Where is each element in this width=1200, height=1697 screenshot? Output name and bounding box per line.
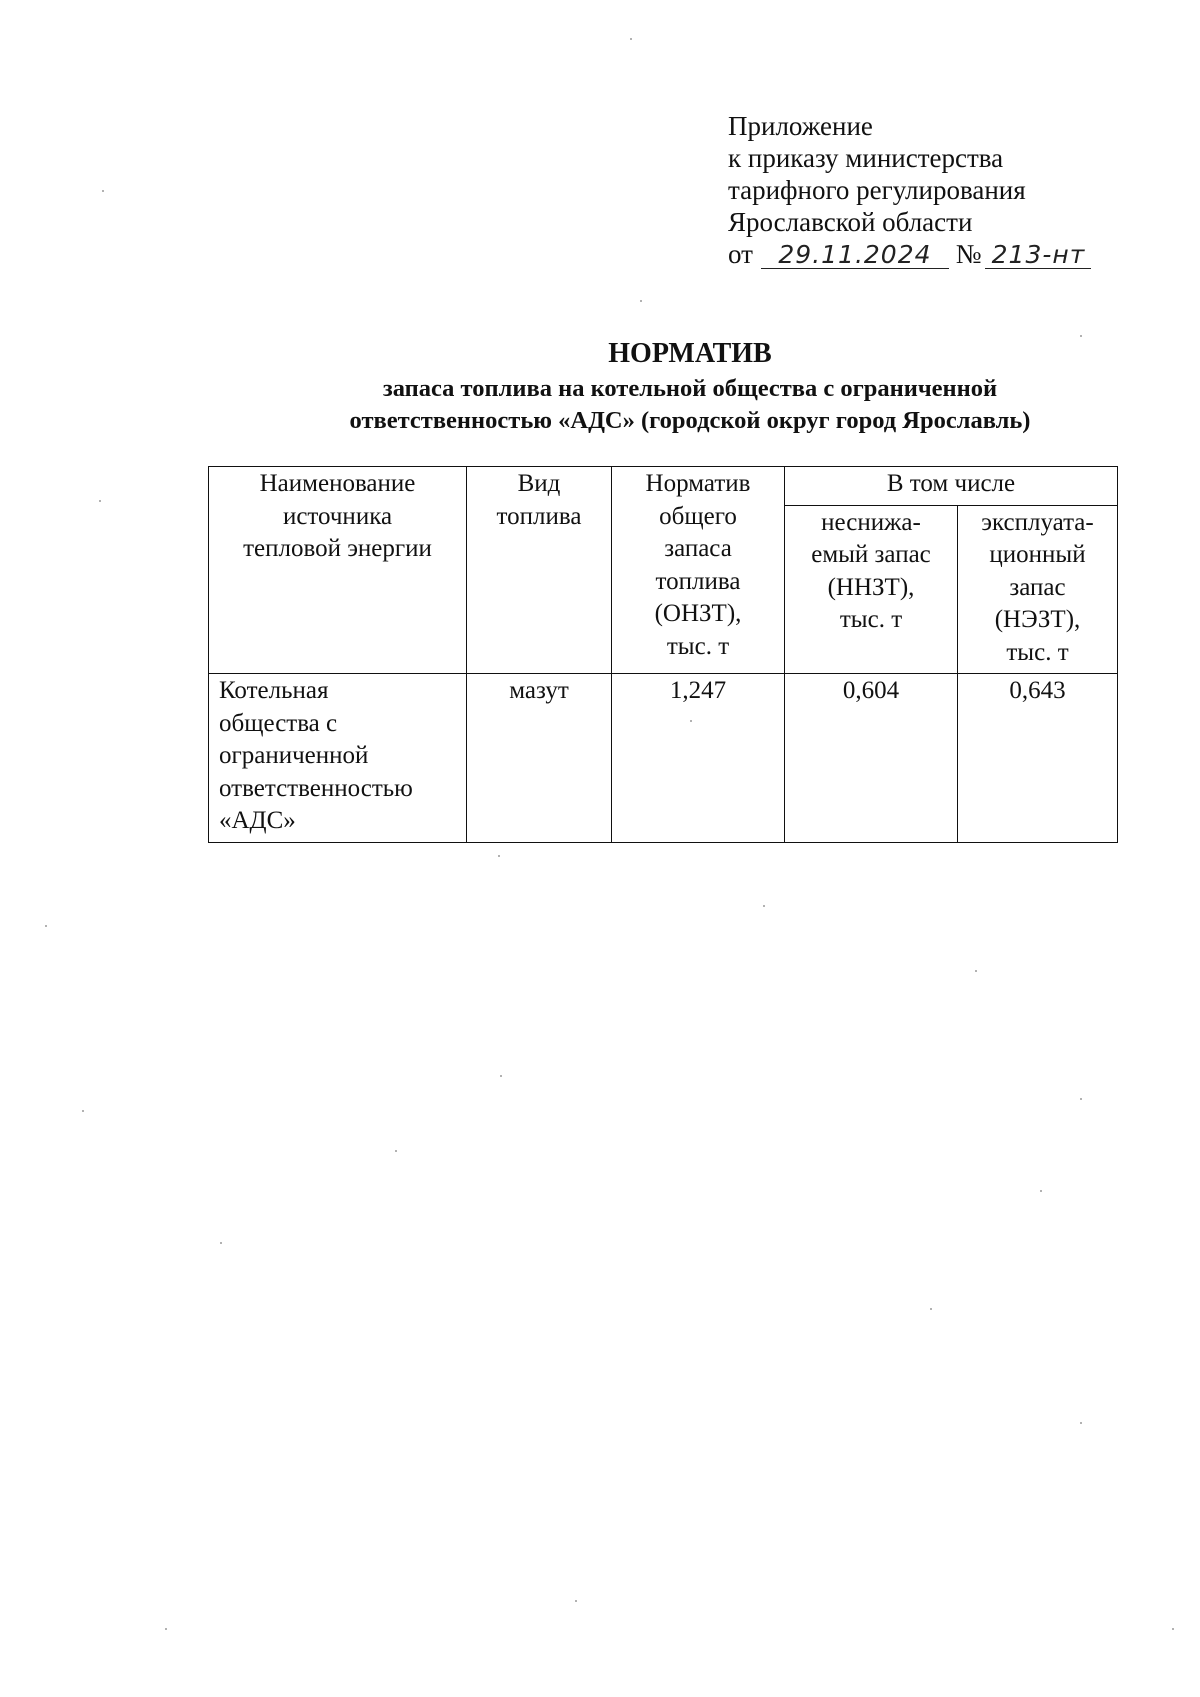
- table-row: [209, 674, 1118, 843]
- appendix-line: к приказу министерства: [728, 143, 1004, 173]
- header-nnzt: неснижа- емый запас (ННЗТ), тыс. т: [785, 505, 958, 674]
- order-number-handwritten: 213-нт: [985, 242, 1091, 269]
- appendix-line: Приложение: [728, 111, 873, 141]
- appendix-line: тарифного регулирования: [728, 175, 1026, 205]
- date-prefix: от: [728, 239, 753, 269]
- header-fuel-type: Вид топлива: [467, 467, 612, 674]
- fuel-norm-table: [208, 466, 1118, 843]
- header-nezt: эксплуата- ционный запас (НЭЗТ), тыс. т: [958, 505, 1118, 674]
- appendix-block: [728, 110, 1091, 270]
- table-header-row: [209, 467, 1118, 506]
- order-date-line: [728, 238, 1091, 270]
- document-subtitle: [190, 373, 1190, 437]
- subtitle-line: ответственностью «АДС» (городской округ город Ярославль): [349, 407, 1031, 434]
- header-total-reserve: Норматив общего запаса топлива (ОНЗТ), тыс. т: [612, 467, 785, 674]
- header-source: Наименование источника тепловой энергии: [209, 467, 467, 674]
- cell-source: Котельная общества с ограниченной ответственностью «АДС»: [209, 674, 467, 843]
- appendix-line: Ярославской области: [728, 207, 973, 237]
- header-including: В том числе: [785, 467, 1118, 506]
- cell-nnzt: 0,604: [785, 674, 958, 843]
- subtitle-line: запаса топлива на котельной общества с ограниченной: [382, 375, 998, 402]
- cell-fuel-type: мазут: [467, 674, 612, 843]
- document-title: НОРМАТИВ: [608, 338, 772, 369]
- cell-total-reserve: 1,247: [612, 674, 785, 843]
- title-block: [190, 337, 1190, 437]
- number-prefix: №: [955, 239, 982, 269]
- order-date-handwritten: 29.11.2024: [761, 242, 949, 269]
- cell-nezt: 0,643: [958, 674, 1118, 843]
